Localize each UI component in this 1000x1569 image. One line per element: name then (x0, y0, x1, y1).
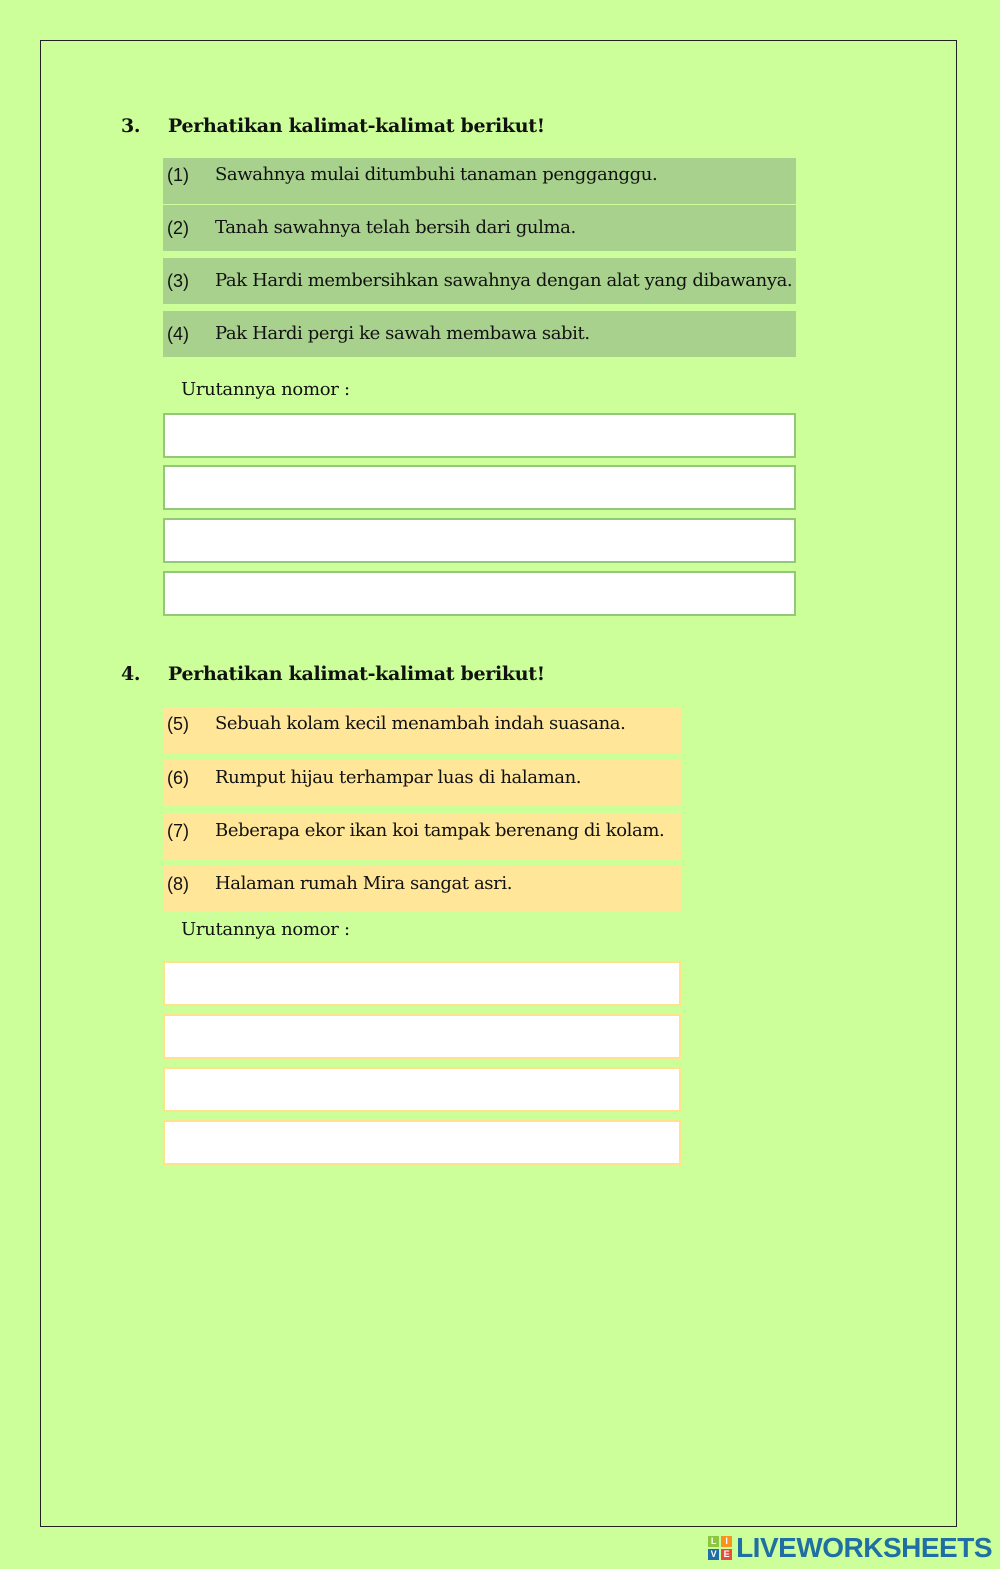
q3-item-4-text: Pak Hardi pergi ke sawah membawa sabit. (215, 323, 590, 344)
q4-item-5 (163, 707, 681, 753)
question-3-title-text: Perhatikan kalimat-kalimat berikut! (168, 115, 545, 137)
q3-item-1-text: Sawahnya mulai ditumbuhi tanaman pengganggu. (215, 164, 658, 185)
q4-item-5-number: (5) (167, 714, 189, 734)
q3-item-3-text: Pak Hardi membersihkan sawahnya dengan alat yang dibawanya. (215, 270, 793, 291)
logo-letter-l: L (708, 1536, 719, 1547)
q4-item-5-text: Sebuah kolam kecil menambah indah suasana. (215, 713, 626, 734)
liveworksheets-logo-icon (708, 1536, 732, 1560)
q3-answer-4[interactable] (163, 571, 796, 616)
q4-answer-4[interactable] (163, 1120, 681, 1165)
q3-item-1-number: (1) (167, 165, 189, 185)
liveworksheets-brand (708, 1533, 992, 1563)
q3-item-1 (163, 158, 796, 204)
q4-item-8-text: Halaman rumah Mira sangat asri. (215, 873, 513, 894)
q4-item-7-text: Beberapa ekor ikan koi tampak berenang di kolam. (215, 820, 665, 841)
q3-answer-3[interactable] (163, 518, 796, 563)
q4-answer-1[interactable] (163, 961, 681, 1006)
question-4-title (121, 663, 545, 685)
q3-answer-1[interactable] (163, 413, 796, 458)
logo-letter-i: I (721, 1536, 732, 1547)
logo-letter-v: V (708, 1549, 719, 1560)
q3-item-2-number: (2) (167, 218, 189, 238)
q3-item-4-number: (4) (167, 324, 189, 344)
q3-item-3 (163, 258, 796, 304)
q4-order-label: Urutannya nomor : (181, 919, 350, 940)
q4-answer-3[interactable] (163, 1067, 681, 1112)
question-3-title (121, 115, 545, 137)
q4-item-8 (163, 866, 681, 912)
question-4-title-text: Perhatikan kalimat-kalimat berikut! (168, 663, 545, 685)
q4-item-6-number: (6) (167, 768, 189, 788)
q4-item-8-number: (8) (167, 874, 189, 894)
brand-wordmark: LIVEWORKSHEETS (736, 1532, 992, 1563)
q3-item-2 (163, 205, 796, 251)
question-3-number: 3. (121, 115, 141, 137)
q3-item-4 (163, 311, 796, 357)
question-4-number: 4. (121, 663, 141, 685)
logo-letter-e: E (721, 1549, 732, 1560)
q3-item-3-number: (3) (167, 271, 189, 291)
q3-order-label: Urutannya nomor : (181, 379, 350, 400)
q4-item-7-number: (7) (167, 821, 189, 841)
q4-item-7 (163, 813, 681, 859)
q4-item-6 (163, 760, 681, 806)
q4-item-6-text: Rumput hijau terhampar luas di halaman. (215, 767, 582, 788)
q4-answer-2[interactable] (163, 1014, 681, 1059)
q3-item-2-text: Tanah sawahnya telah bersih dari gulma. (215, 217, 576, 238)
q3-answer-2[interactable] (163, 465, 796, 510)
